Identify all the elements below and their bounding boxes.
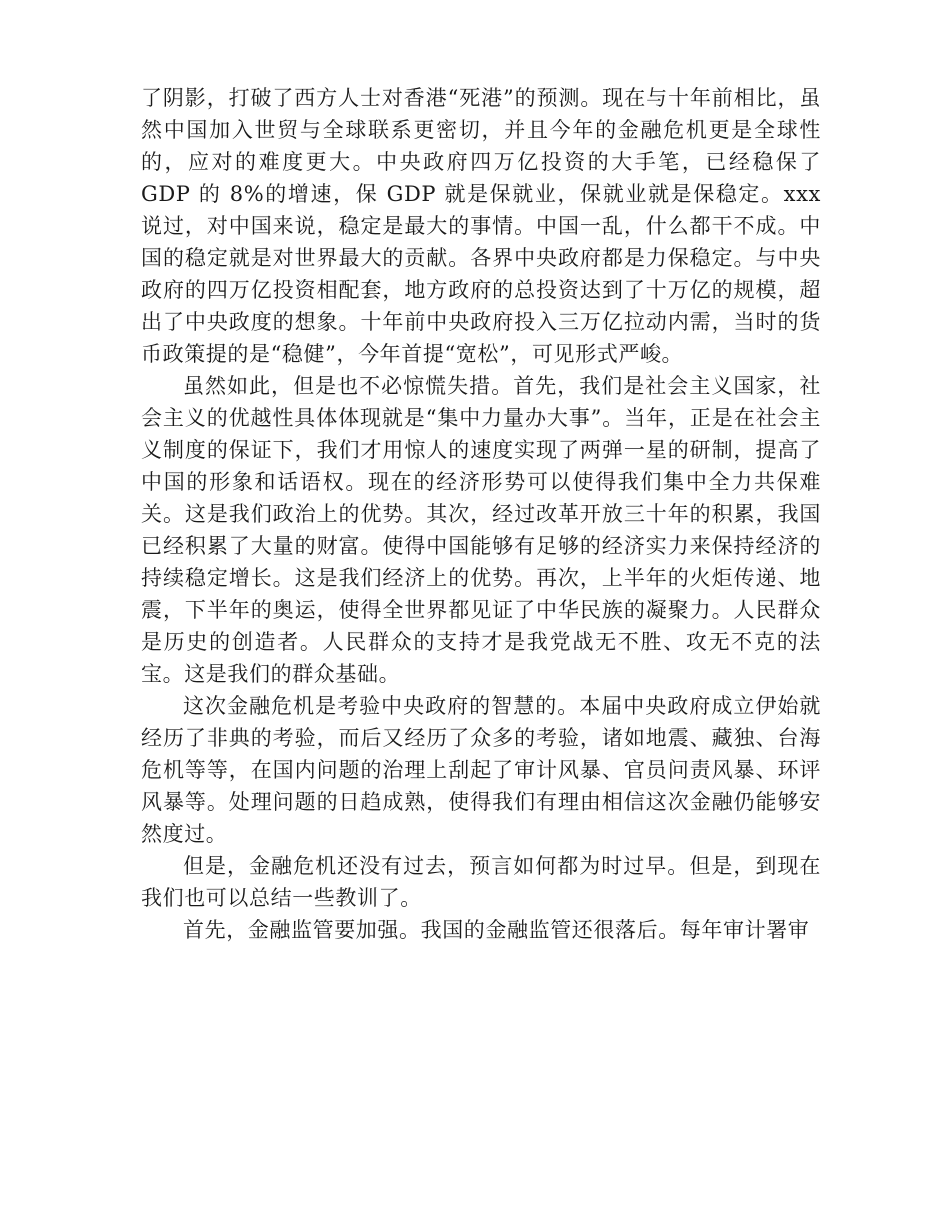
paragraph-2: 虽然如此，但是也不必惊慌失措。首先，我们是社会主义国家，社会主义的优越性具体体现就是“集中力量办大事”。当年，正是在社会主义制度的保证下，我们才用惊人的速度实现了两弹一星的研制，提高了中国的形象和话语权。现在的经济形势可以使得我们集中全力共保难关。这是我们政治上的优势。其次，经过改革开放三十年的积累，我国已经积累了大量的财富。使得中国能够有足够的经济实力来保持经济的持续稳定增长。这是我们经济上的优势。再次，上半年的火炬传递、地震，下半年的奥运，使得全世界都见证了中华民族的凝聚力。人民群众是历史的创造者。人民群众的支持才是我党战无不胜、攻无不克的法宝。这是我们的群众基础。 [141, 374, 821, 686]
paragraph-1: 了阴影，打破了西方人士对香港“死港”的预测。现在与十年前相比，虽然中国加入世贸与全球联系更密切，并且今年的金融危机更是全球性的，应对的难度更大。中央政府四万亿投资的大手笔，已经稳保了 GDP 的 8%的增速，保 GDP 就是保就业，保就业就是保稳定。xxx 说过，对中国来说，稳定是最大的事情。中国一乱，什么都干不成。中国的稳定就是对世界最大的贡献。各界中央政府都是力保稳定。与中央政府的四万亿投资相配套，地方政府的总投资达到了十万亿的规模，超出了中央政度的想象。十年前中央政府投入三万亿拉动内需，当时的货币政策提的是“稳健”，今年首提“宽松”，可见形式严峻。 [141, 86, 821, 366]
paragraph-4: 但是，金融危机还没有过去，预言如何都为时过早。但是，到现在我们也可以总结一些教训了。 [141, 854, 821, 910]
paragraph-3: 这次金融危机是考验中央政府的智慧的。本届中央政府成立伊始就经历了非典的考验，而后又经历了众多的考验，诸如地震、藏独、台海危机等等，在国内问题的治理上刮起了审计风暴、官员问责风暴、环评风暴等。处理问题的日趋成熟，使得我们有理由相信这次金融仍能够安然度过。 [141, 694, 821, 846]
paragraph-5: 首先，金融监管要加强。我国的金融监管还很落后。每年审计署审 [183, 918, 810, 942]
document-body [141, 82, 821, 946]
